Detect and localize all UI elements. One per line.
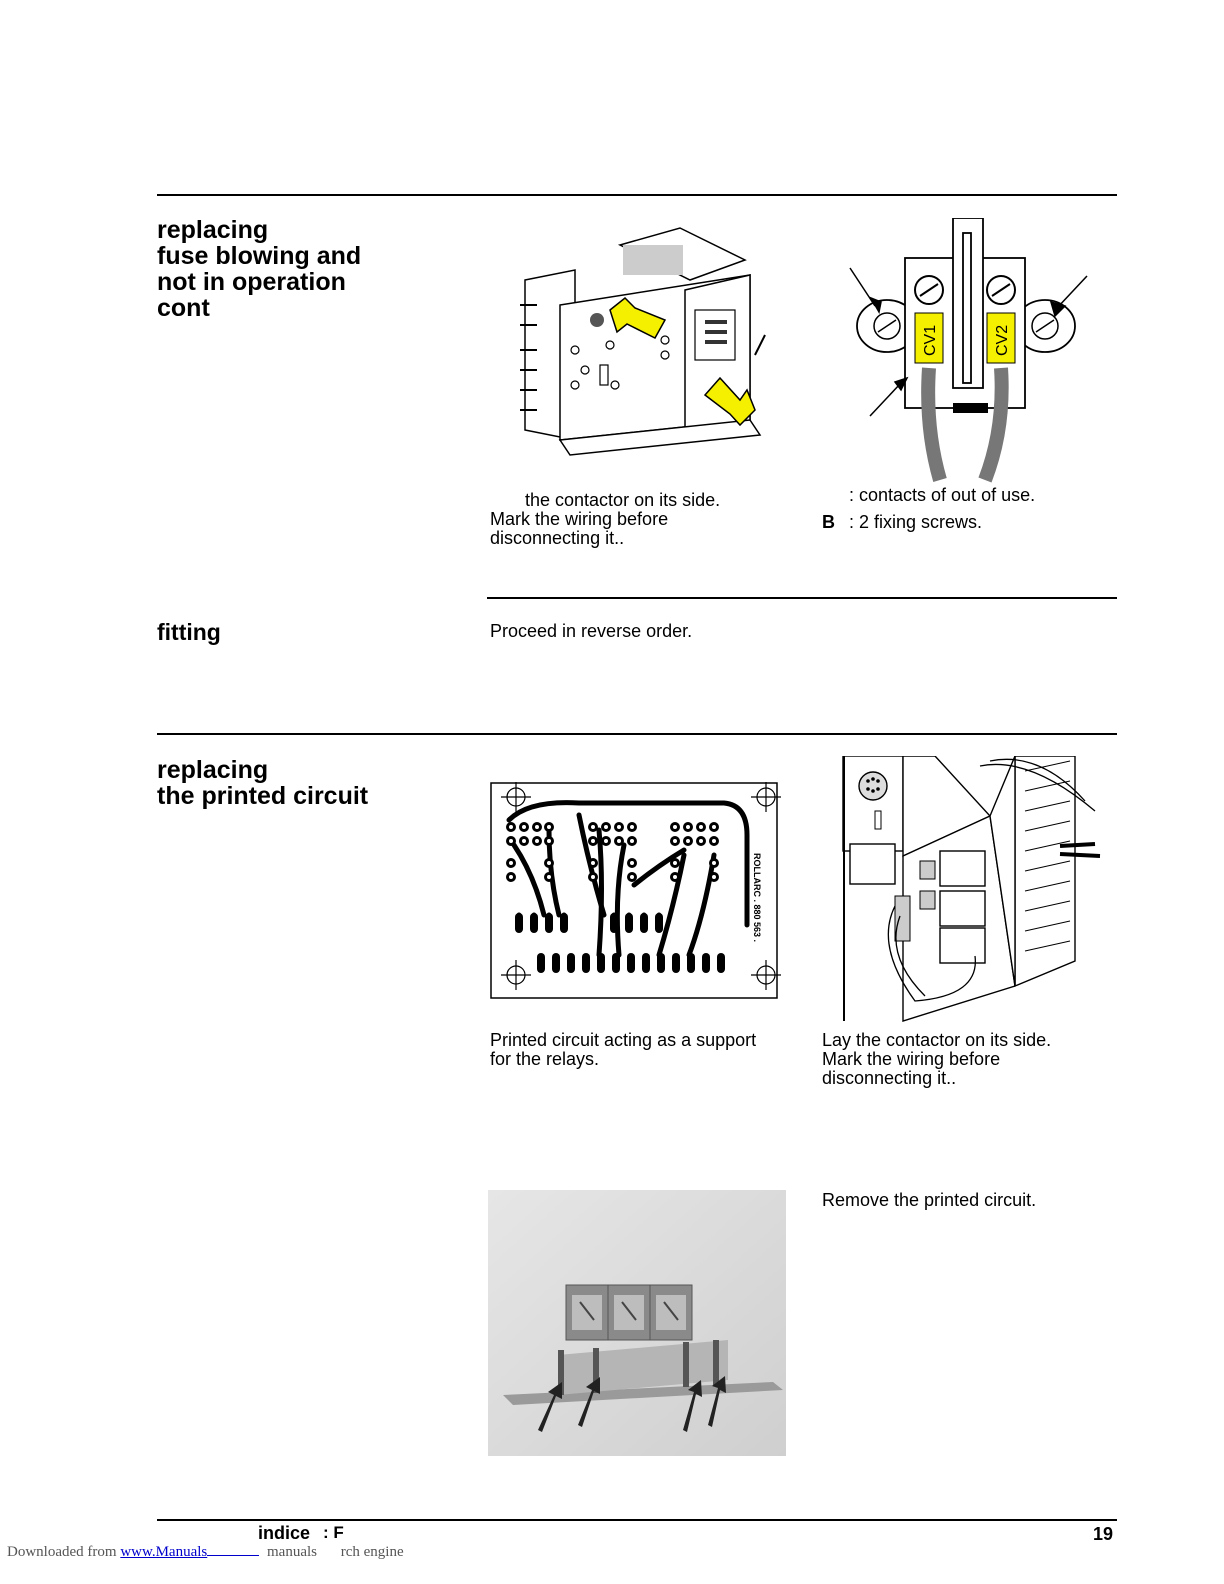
caption-line: disconnecting it.. (822, 1068, 957, 1088)
download-notice (7, 1543, 404, 1561)
section1-top-rule (157, 194, 1117, 196)
pcb-reference-label: ROLLARC . 880 563 . (752, 853, 762, 943)
section1-title (157, 217, 361, 321)
section2-title-line: the printed circuit (157, 782, 369, 810)
contactor-terminals-closeup (845, 218, 1095, 483)
caption-line: Printed circuit acting as a support (490, 1030, 757, 1050)
cv1-label: CV1 (922, 324, 939, 356)
indice-label: indice (258, 1523, 311, 1543)
footer-rule (157, 1519, 1117, 1521)
section1-title-line: replacing (157, 216, 269, 244)
label-b: B (822, 512, 835, 532)
caption-line: : contacts of out of use. (849, 485, 1036, 505)
remove-circuit-text: Remove the printed circuit. (822, 1190, 1037, 1210)
section1-title-line: fuse blowing and (157, 242, 362, 270)
caption-line: for the relays. (490, 1049, 600, 1069)
cv2-label: CV2 (994, 324, 1011, 356)
download-prefix: Downloaded from (7, 1544, 121, 1560)
link-underline (207, 1543, 259, 1556)
fitting-rule (487, 597, 1117, 599)
caption-line: disconnecting it.. (490, 528, 625, 548)
contactor-relays-illustration (840, 756, 1115, 1024)
download-rest-1: manuals (267, 1544, 317, 1560)
fitting-text: Proceed in reverse order. (490, 621, 693, 641)
indice-value: : F (323, 1523, 344, 1542)
caption-line: Mark the wiring before (822, 1049, 1001, 1069)
printed-circuit-layout (489, 775, 789, 1005)
printed-circuit-photo (488, 1190, 786, 1456)
section2-title-line: replacing (157, 756, 269, 784)
section1-title-line: not in operation (157, 268, 346, 296)
section1-title-line: cont (157, 294, 210, 322)
caption-line: Lay the contactor on its side. (822, 1030, 1052, 1050)
download-rest-2: rch engine (340, 1544, 404, 1560)
caption-line: Mark the wiring before (490, 509, 669, 529)
section1-caption-left (490, 491, 720, 548)
fitting-title: fitting (157, 619, 221, 645)
section1-caption-right (822, 486, 1035, 532)
download-link[interactable]: www.Manuals (120, 1544, 208, 1560)
section2-title (157, 757, 368, 809)
section2-caption-right (822, 1031, 1051, 1088)
section2-caption-left (490, 1031, 756, 1069)
contactor-side-illustration (515, 220, 775, 465)
caption-line: : 2 fixing screws. (849, 512, 983, 532)
caption-line: the contactor on its side. (525, 490, 721, 510)
section2-top-rule (157, 733, 1117, 735)
page-number: 19 (1093, 1524, 1114, 1544)
